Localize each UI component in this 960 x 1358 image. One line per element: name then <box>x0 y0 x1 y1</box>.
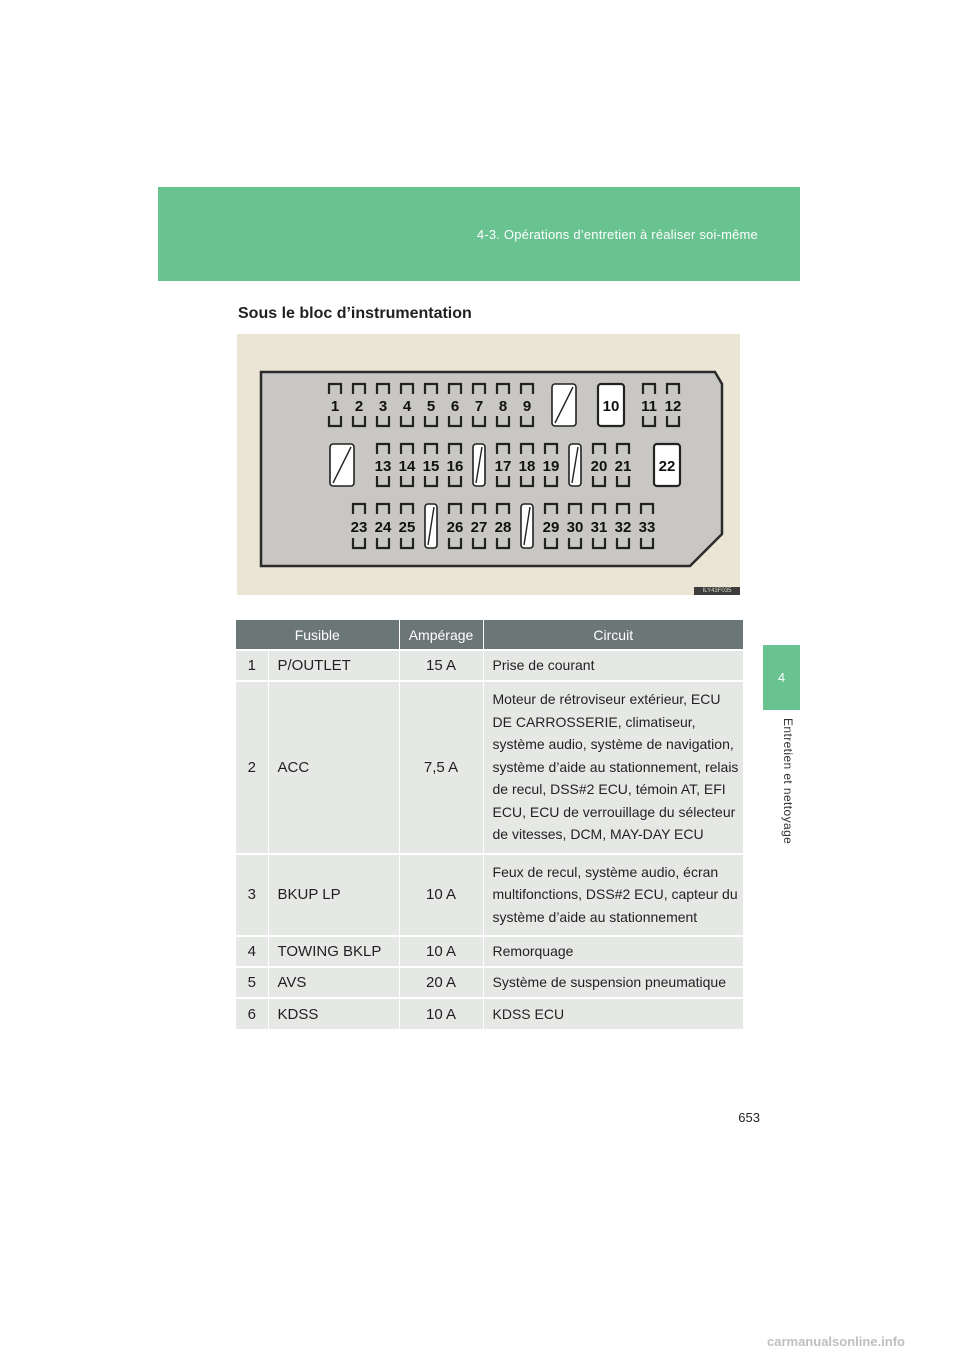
table-row <box>236 936 743 967</box>
fuse-label: 33 <box>638 519 656 536</box>
fuse-circuit: Moteur de rétroviseur extérieur, ECU DE CARROSSERIE, climatiseur, système audio, système de navigation, système d’aide au stationnement, relais de recul, DSS#2 ECU, témoin AT, EFI ECU, ECU de verrouillage du sélecteur de vitesses, DCM, MAY-DAY ECU <box>483 681 743 854</box>
fuse-label: 3 <box>378 398 388 415</box>
fuse-label: 14 <box>398 458 416 475</box>
empty-fuse-slot <box>330 444 354 486</box>
fuse-number: 4 <box>236 936 268 967</box>
fuse-name: BKUP LP <box>268 854 399 937</box>
fuse-number: 6 <box>236 998 268 1029</box>
chapter-title: 4-3. Opérations d’entretien à réaliser soi-même <box>476 227 758 242</box>
fuse-label: 8 <box>498 398 508 415</box>
fuse-name: TOWING BKLP <box>268 936 399 967</box>
chapter-side-tab <box>763 645 800 710</box>
diagram-code: ILY43F035 <box>694 587 740 595</box>
fuse-label: 24 <box>374 519 392 536</box>
fuse-amperage: 10 A <box>399 854 483 937</box>
section-title: Sous le bloc d’instrumentation <box>238 305 472 322</box>
fuse-label: 6 <box>450 398 460 415</box>
fuse-label: 18 <box>518 458 536 475</box>
fuse-amperage: 20 A <box>399 967 483 998</box>
fuse-amperage: 7,5 A <box>399 681 483 854</box>
empty-fuse-slot <box>552 384 576 426</box>
table-row <box>236 681 743 854</box>
fuse-label: 31 <box>590 519 608 536</box>
fuse-number: 1 <box>236 650 268 681</box>
fuse-label: 19 <box>542 458 560 475</box>
fuse-name: P/OUTLET <box>268 650 399 681</box>
fuse-label: 26 <box>446 519 464 536</box>
fuse-label: 2 <box>354 398 364 415</box>
fuse-label: 32 <box>614 519 632 536</box>
watermark: carmanualsonline.info <box>767 1334 905 1349</box>
fuse-label: 16 <box>446 458 464 475</box>
fuse-label: 22 <box>658 458 676 475</box>
fuse-circuit: Feux de recul, système audio, écran multifonctions, DSS#2 ECU, capteur du système d’aide au stationnement <box>483 854 743 937</box>
fuse-label: 17 <box>494 458 512 475</box>
fuse-label: 25 <box>398 519 416 536</box>
chapter-header-band <box>158 187 800 281</box>
fuse-number: 2 <box>236 681 268 854</box>
fuse-label: 21 <box>614 458 632 475</box>
fuse-number: 5 <box>236 967 268 998</box>
fuse-label: 20 <box>590 458 608 475</box>
fuse-label: 15 <box>422 458 440 475</box>
fuse-box-diagram <box>237 334 740 595</box>
fuse-name: KDSS <box>268 998 399 1029</box>
fuse-slot-10 <box>598 384 624 426</box>
fuse-amperage: 15 A <box>399 650 483 681</box>
fuse-circuit: Système de suspension pneumatique <box>483 967 743 998</box>
fuse-box-drawing <box>237 334 740 595</box>
fuse-label: 13 <box>374 458 392 475</box>
fuse-name: ACC <box>268 681 399 854</box>
fuse-amperage: 10 A <box>399 936 483 967</box>
fuse-label: 27 <box>470 519 488 536</box>
fuse-circuit: KDSS ECU <box>483 998 743 1029</box>
fuse-label: 4 <box>402 398 412 415</box>
table-row <box>236 854 743 937</box>
fuse-label: 10 <box>602 398 620 415</box>
fuse-circuit: Remorquage <box>483 936 743 967</box>
chapter-side-label: Entretien et nettoyage <box>781 718 795 845</box>
fuse-label: 9 <box>522 398 532 415</box>
chapter-number: 4 <box>777 670 786 685</box>
fuse-label: 28 <box>494 519 512 536</box>
empty-fuse-slot <box>569 444 581 486</box>
table-row <box>236 967 743 998</box>
fuse-label: 11 <box>641 398 657 415</box>
fuse-slot-22 <box>654 444 680 486</box>
fuse-name: AVS <box>268 967 399 998</box>
page-number: 653 <box>738 1110 760 1125</box>
fuse-label: 30 <box>566 519 584 536</box>
table-row <box>236 998 743 1029</box>
empty-fuse-slot <box>473 444 485 486</box>
header-circuit: Circuit <box>483 620 743 650</box>
empty-fuse-slot <box>425 504 437 548</box>
fuse-label: 5 <box>426 398 436 415</box>
fuse-table <box>236 620 743 1029</box>
fuse-label: 23 <box>350 519 368 536</box>
fuse-label: 29 <box>542 519 560 536</box>
fuse-label: 1 <box>330 398 340 415</box>
header-fuse: Fusible <box>236 620 399 650</box>
header-amperage: Ampérage <box>399 620 483 650</box>
empty-fuse-slot <box>521 504 533 548</box>
table-header-row <box>236 620 743 650</box>
fuse-number: 3 <box>236 854 268 937</box>
fuse-label: 7 <box>474 398 484 415</box>
table-row <box>236 650 743 681</box>
fuse-circuit: Prise de courant <box>483 650 743 681</box>
fuse-amperage: 10 A <box>399 998 483 1029</box>
fuse-label: 12 <box>664 398 682 415</box>
